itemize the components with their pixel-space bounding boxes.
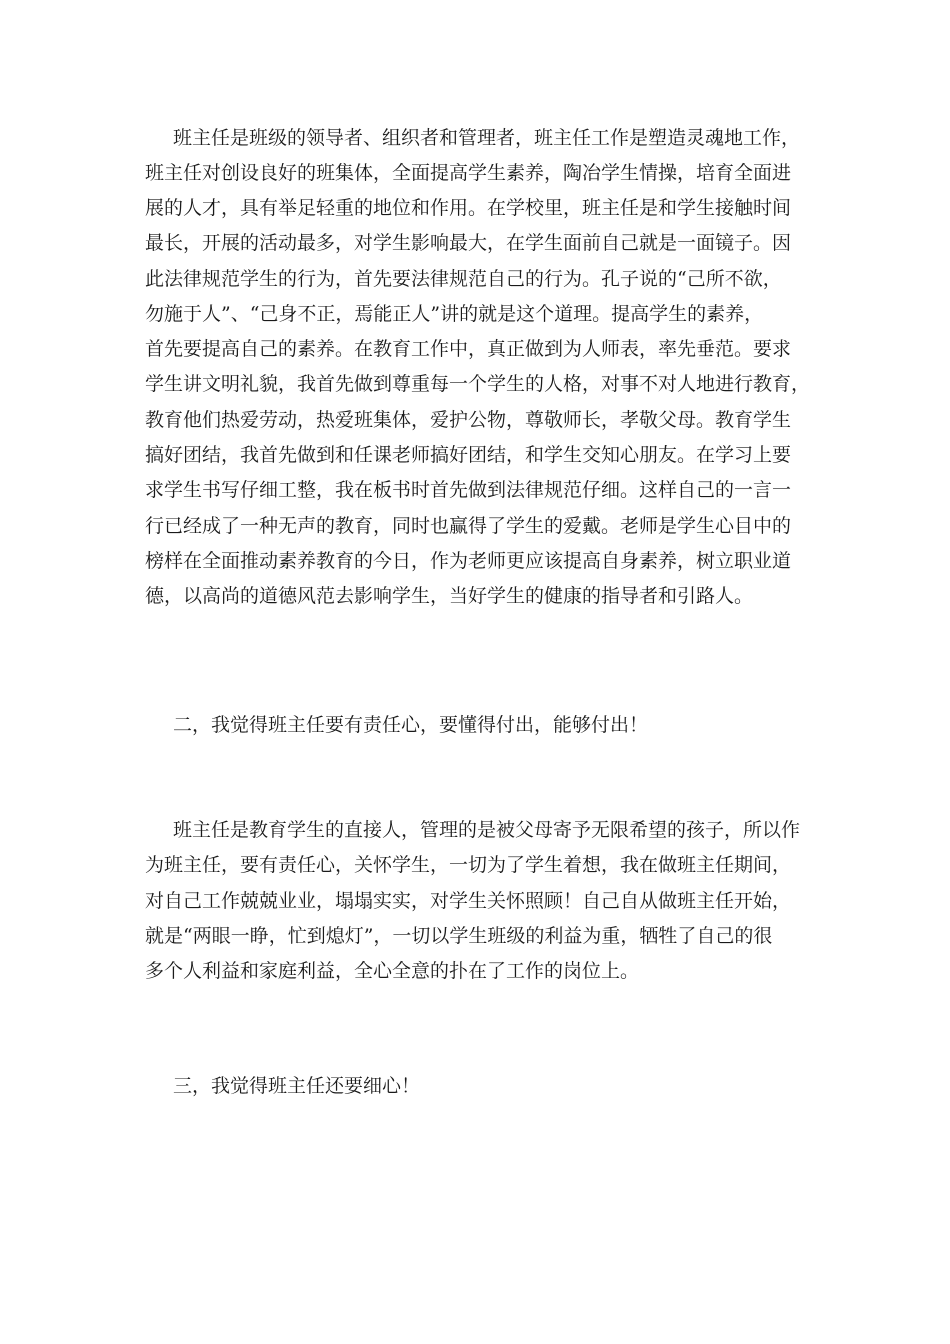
paragraph-1-line-10: 搞好团结，我首先做到和任课老师搞好团结，和学生交知心朋友。在学习上要 bbox=[145, 444, 792, 466]
paragraph-2-line-1: 班主任是教育学生的直接人，管理的是被父母寄予无限希望的孩子，所以作 bbox=[173, 819, 801, 841]
paragraph-1-line-7: 首先要提高自己的素养。在教育工作中，真正做到为人师表，率先垂范。要求 bbox=[145, 338, 792, 360]
paragraph-1-line-6: 勿施于人”、“己身不正，焉能正人”讲的就是这个道理。提高学生的素养， bbox=[145, 303, 764, 325]
paragraph-2-line-5: 多个人利益和家庭利益，全心全意的扑在了工作的岗位上。 bbox=[145, 960, 640, 982]
paragraph-1-line-13: 榜样在全面推动素养教育的今日，作为老师更应该提高自身素养，树立职业道 bbox=[145, 550, 792, 572]
paragraph-1-line-4: 最长，开展的活动最多，对学生影响最大，在学生面前自己就是一面镜子。因 bbox=[145, 232, 792, 254]
paragraph-1-line-14: 德，以高尚的道德风范去影响学生，当好学生的健康的指导者和引路人。 bbox=[145, 585, 754, 607]
paragraph-1-line-5: 此法律规范学生的行为，首先要法律规范自己的行为。孔子说的“己所不欲， bbox=[145, 268, 782, 290]
paragraph-1-line-8: 学生讲文明礼貌，我首先做到尊重每一个学生的人格，对事不对人地进行教育， bbox=[145, 373, 811, 395]
section-heading-3: 三，我觉得班主任还要细心！ bbox=[173, 1075, 421, 1097]
paragraph-1-line-1: 班主任是班级的领导者、组织者和管理者，班主任工作是塑造灵魂地工作， bbox=[173, 127, 801, 149]
paragraph-1-line-9: 教育他们热爱劳动，热爱班集体，爱护公物，尊敬师长，孝敬父母。教育学生 bbox=[145, 409, 792, 431]
paragraph-1-line-3: 展的人才，具有举足轻重的地位和作用。在学校里，班主任是和学生接触时间 bbox=[145, 197, 792, 219]
paragraph-2-line-3: 对自己工作兢兢业业，塌塌实实，对学生关怀照顾！自己自从做班主任开始， bbox=[145, 890, 792, 912]
paragraph-1-line-12: 行已经成了一种无声的教育，同时也赢得了学生的爱戴。老师是学生心目中的 bbox=[145, 515, 792, 537]
paragraph-1-line-2: 班主任对创设良好的班集体，全面提高学生素养，陶冶学生情操，培育全面进 bbox=[145, 162, 792, 184]
section-heading-2: 二，我觉得班主任要有责任心，要懂得付出，能够付出！ bbox=[173, 714, 649, 736]
paragraph-2-line-4: 就是“两眼一睁，忙到熄灯”，一切以学生班级的利益为重，牺牲了自己的很 bbox=[145, 925, 773, 947]
paragraph-2-line-2: 为班主任，要有责任心，关怀学生，一切为了学生着想，我在做班主任期间， bbox=[145, 854, 792, 876]
paragraph-1-line-11: 求学生书写仔细工整，我在板书时首先做到法律规范仔细。这样自己的一言一 bbox=[145, 479, 792, 501]
